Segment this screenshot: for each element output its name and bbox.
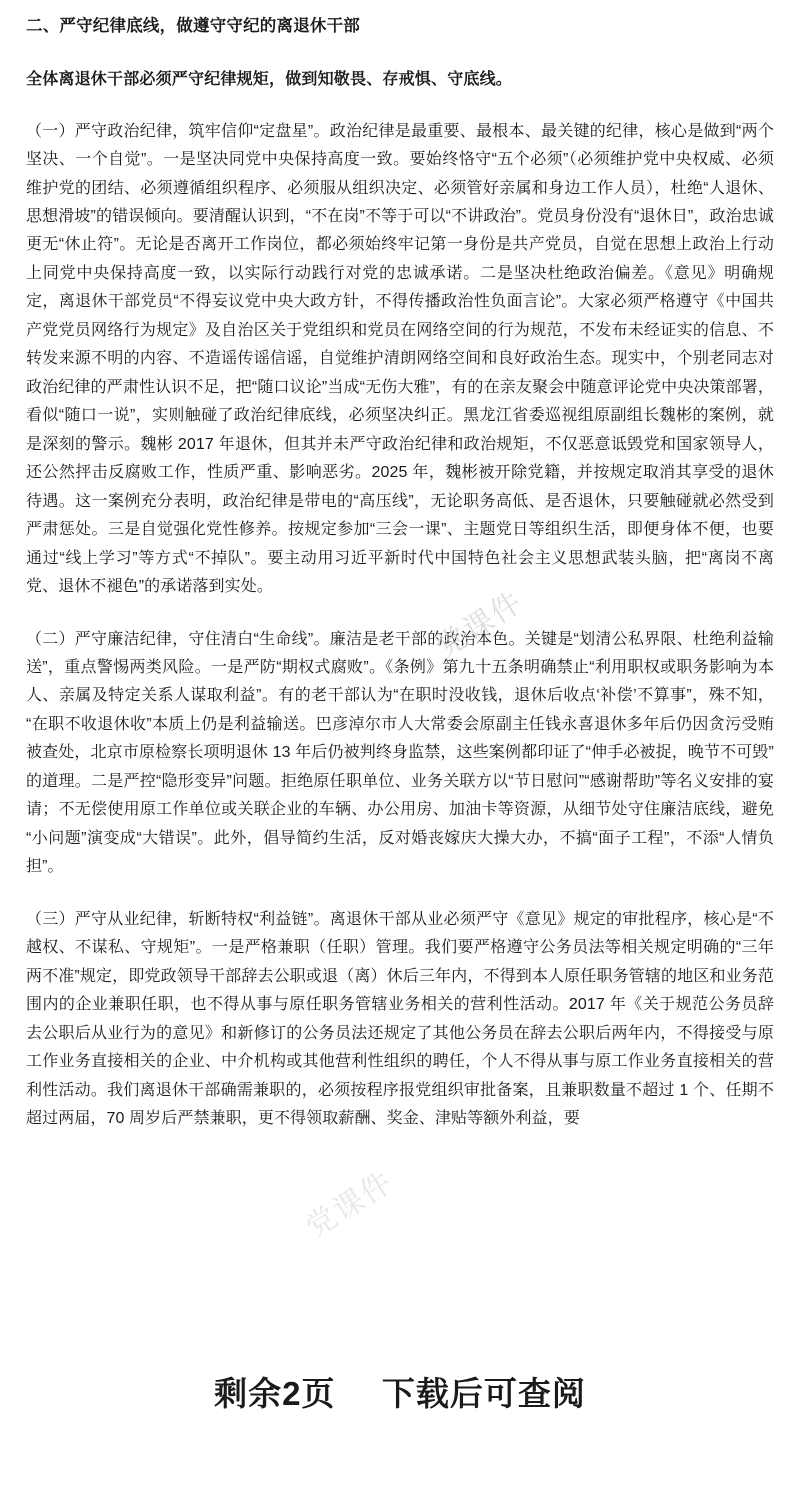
body-paragraph-1: （一）严守政治纪律，筑牢信仰“定盘星”。政治纪律是最重要、最根本、最关键的纪律，核心是做到“两个坚决、一个自觉”。一是坚决同党中央保持高度一致。要始终恪守“五个必须”（必须维护党中央权威、必须维护党的团结、必须遵循组织程序、必须服从组织决定、必须管好亲属和身边工作人员），杜绝“人退休、思想滑坡”的错误倾向。要清醒认识到，“不在岗”不等于可以“不讲政治”。党员身份没有“退休日”，政治忠诚更无“休止符”。无论是否离开工作岗位，都必须始终牢记第一身份是共产党员，自觉在思想上政治上行动上同党中央保持高度一致，以实际行动践行对党的忠诚承诺。二是坚决杜绝政治偏差。《意见》明确规定，离退休干部党员“不得妄议党中央大政方针，不得传播政治性负面言论”。大家必须严格遵守《中国共产党党员网络行为规定》及自治区关于党组织和党员在网络空间的行为规范，不发布未经证实的信息、不转发来源不明的内容、不造谣传谣信谣，自觉维护清朗网络空间和良好政治生态。现实中，个别老同志对政治纪律的严肃性认识不足，把“随口议论”当成“无伤大雅”，有的在亲友聚会中随意评论党中央决策部署，看似“随口一说”，实则触碰了政治纪律底线，必须坚决纠正。黑龙江省委巡视组原副组长魏彬的案例，就是深刻的警示。魏彬 2017 年退休，但其并未严守政治纪律和政治规矩，不仅恶意诋毁党和国家领导人，还公然抨击反腐败工作，性质严重、影响恶劣。2025 年，魏彬被开除党籍，并按规定取消其享受的退休待遇。这一案例充分表明，政治纪律是带电的“高压线”，无论职务高低、是否退休，只要触碰就必然受到严肃惩处。三是自觉强化党性修养。按规定参加“三会一课”、主题党日等组织生活，即便身体不便，也要通过“线上学习”等方式“不掉队”。要主动用习近平新时代中国特色社会主义思想武装头脑，把“离岗不离党、退休不褪色”的承诺落到实处。 xyxy=(26,122,774,596)
content-fade-overlay xyxy=(0,1300,800,1370)
body-paragraph-2: （二）严守廉洁纪律，守住清白“生命线”。廉洁是老干部的政治本色。关键是“划清公私界限、杜绝利益输送”，重点警惕两类风险。一是严防“期权式腐败”。《条例》第九十五条明确禁止“利用职权或职务影响为本人、亲属及特定关系人谋取利益”。有的老干部认为“在职时没收钱，退休后收点‘补偿’不算事”，殊不知，“在职不收退休收”本质上仍是利益输送。巴彦淖尔市人大常委会原副主任钱永喜退休多年后仍因贪污受贿被查处，北京市原检察长项明退休 13 年后仍被判终身监禁，这些案例都印证了“伸手必被捉，晚节不可毁”的道理。二是严控“隐形变异”问题。拒绝原任职单位、业务关联方以“节日慰问”“感谢帮助”等名义安排的宴请；不无偿使用原工作单位或关联企业的车辆、办公用房、加油卡等资源，从细节处守住廉洁底线，避免“小问题”演变成“大错误”。此外，倡导简约生活，反对婚丧嫁庆大操大办，不搞“面子工程”，不添“人情负担”。 xyxy=(26,630,774,876)
watermark-text: 党课件 xyxy=(430,585,530,665)
download-prompt[interactable] xyxy=(0,1368,800,1415)
download-hint-label: 下载后可查阅 xyxy=(381,1375,586,1412)
watermark-text-secondary: 党课件 xyxy=(300,1165,400,1245)
page-title: 二、严守纪律底线，做遵守守纪的离退休干部 xyxy=(26,17,360,35)
remaining-pages-label: 剩余2页 xyxy=(214,1375,336,1412)
body-paragraph-3: （三）严守从业纪律，斩断特权“利益链”。离退休干部从业必须严守《意见》规定的审批程序，核心是“不越权、不谋私、守规矩”。一是严格兼职（任职）管理。我们要严格遵守公务员法等相关规定明确的“三年两不准”规定，即党政领导干部辞去公职或退（离）休后三年内，不得到本人原任职务管辖的地区和业务范围内的企业兼职任职，也不得从事与原任职务管辖业务相关的营利性活动。2017 年《关于规范公务员辞去公职后从业行为的意见》和新修订的公务员法还规定了其他公务员在辞去公职后两年内，不得接受与原工作业务直接相关的企业、中介机构或其他营利性组织的聘任，个人不得从事与原工作业务直接相关的营利性活动。我们离退休干部确需兼职的，必须按程序报党组织审批备案，且兼职数量不超过 1 个、任期不超过两届，70 周岁后严禁兼职，更不得领取薪酬、奖金、津贴等额外利益，要 xyxy=(26,910,774,1128)
lead-paragraph: 全体离退休干部必须严守纪律规矩，做到知敬畏、存戒惧、守底线。 xyxy=(26,70,513,88)
